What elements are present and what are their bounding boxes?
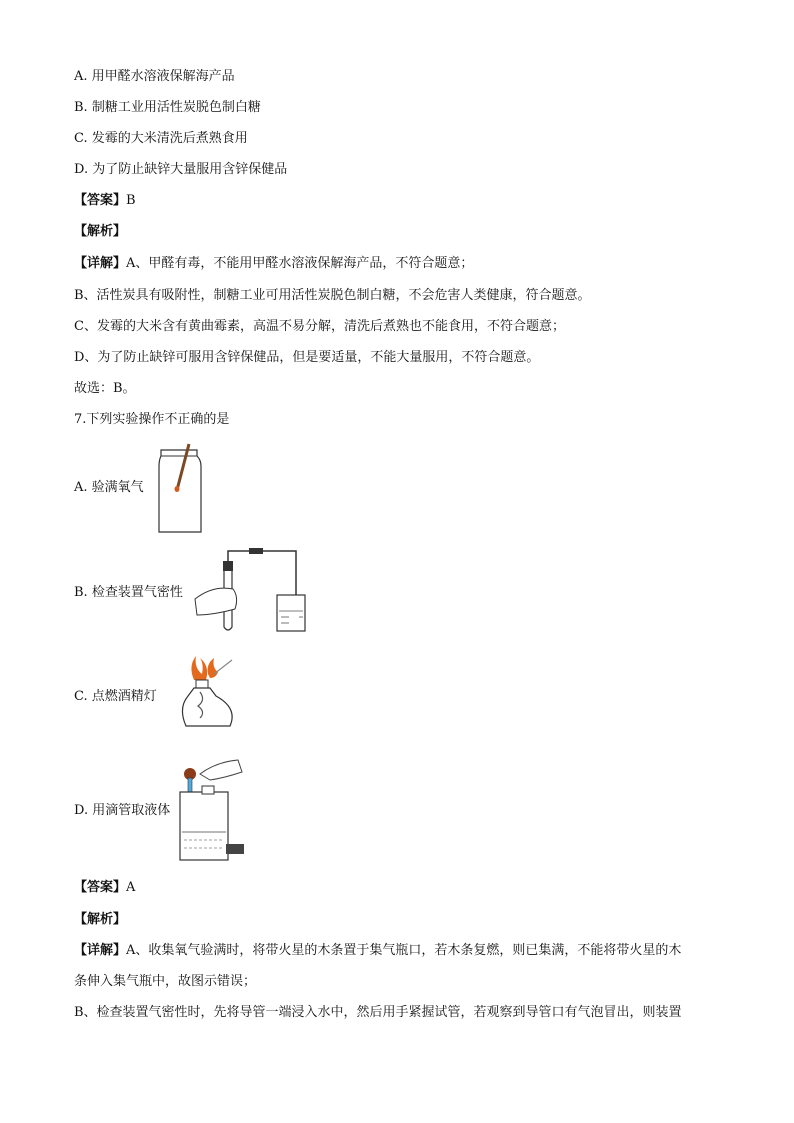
q6-analysis-label bbox=[74, 223, 126, 241]
q6-option-b: B. 制糖工业用活性炭脱色制白糖 bbox=[74, 100, 261, 115]
q7-option-b: B. 检查装置气密性 bbox=[74, 585, 183, 600]
q6-option-d: D. 为了防止缺锌大量服用含锌保健品 bbox=[74, 162, 288, 177]
analysis-label: 【解析】 bbox=[74, 912, 127, 927]
question-7-stem: 7.下列实验操作不正确的是 bbox=[74, 412, 230, 427]
answer-label: 【答案】 bbox=[74, 880, 127, 895]
q7-detail-a-line2: 条伸入集气瓶中，故图示错误； bbox=[74, 974, 257, 989]
q7-detail-b: B、检查装置气密性时，先将导管一端浸入水中，然后用手紧握试管，若观察到导管口有气泡冒出，则装置 bbox=[74, 1005, 682, 1020]
q6-detail-c: C、发霉的大米含有黄曲霉素，高温不易分解，清洗后煮熟也不能食用，不符合题意； bbox=[74, 319, 565, 334]
q7-analysis-label bbox=[74, 911, 126, 929]
airtightness-check-apparatus-icon bbox=[193, 545, 313, 637]
gas-jar-with-glowing-splint-icon bbox=[155, 442, 205, 534]
q6-detail-d: D、为了防止缺锌可服用含锌保健品，但是要适量，不能大量服用，不符合题意。 bbox=[74, 350, 540, 365]
dropper-in-reagent-bottle-icon bbox=[176, 756, 246, 864]
q6-conclusion: 故选：B。 bbox=[74, 381, 136, 396]
answer-value: B bbox=[126, 193, 136, 208]
detail-label: 【详解】 bbox=[74, 256, 127, 271]
q6-answer bbox=[74, 192, 136, 210]
q7-option-c: C. 点燃酒精灯 bbox=[74, 689, 157, 704]
q7-option-d: D. 用滴管取液体 bbox=[74, 803, 171, 818]
answer-label: 【答案】 bbox=[74, 193, 127, 208]
q6-option-c: C. 发霉的大米清洗后煮熟食用 bbox=[74, 131, 248, 146]
q6-detail-b: B、活性炭具有吸附性，制糖工业可用活性炭脱色制白糖，不会危害人类健康，符合题意。 bbox=[74, 288, 591, 303]
q7-detail-a-line1 bbox=[74, 942, 681, 960]
q7-option-a: A. 验满氧气 bbox=[74, 480, 144, 495]
q7-answer bbox=[74, 879, 135, 897]
detail-label: 【详解】 bbox=[74, 943, 127, 958]
q6-option-a: A. 用甲醛水溶液保解海产品 bbox=[74, 69, 235, 84]
q6-detail-a bbox=[74, 255, 473, 273]
analysis-label: 【解析】 bbox=[74, 224, 127, 239]
answer-value: A bbox=[126, 880, 136, 895]
detail-text: A、甲醛有毒，不能用甲醛水溶液保解海产品，不符合题意； bbox=[126, 256, 474, 271]
alcohol-lamp-lighting-icon bbox=[180, 652, 240, 740]
detail-text: A、收集氧气验满时，将带火星的木条置于集气瓶口，若木条复燃，则已集满，不能将带火星的木 bbox=[126, 943, 682, 958]
